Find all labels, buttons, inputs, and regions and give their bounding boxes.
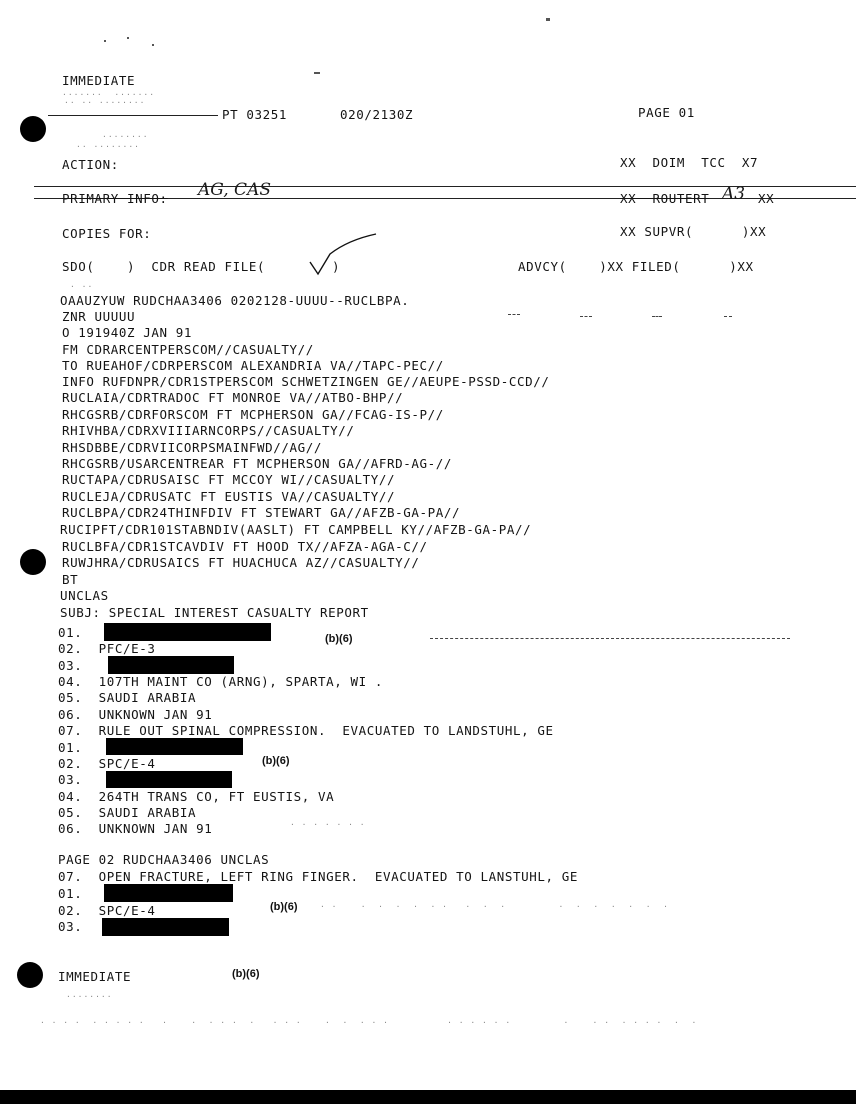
page-number: PAGE 01 <box>638 105 695 120</box>
redaction-box <box>104 623 271 641</box>
advisory-line: ADVCY( )XX FILED( )XX <box>518 259 754 274</box>
report-line: 07. OPEN FRACTURE, LEFT RING FINGER. EVACUATED TO LANSTUHL, GE <box>58 869 579 884</box>
routing-ref: PT 03251 <box>222 107 288 122</box>
primary-handwritten-code: A3 <box>722 184 746 204</box>
report-line: 06. UNKNOWN JAN 91 <box>58 707 213 722</box>
exemption-b6: (b)(6) <box>270 901 298 913</box>
subject-line: SUBJ: SPECIAL INTEREST CASUALTY REPORT <box>60 605 369 620</box>
report-line: 01. <box>58 625 83 640</box>
copies-label: COPIES FOR: <box>62 226 152 241</box>
stamp-smudge: ........ <box>102 130 149 139</box>
report-line: 03. <box>58 919 83 934</box>
sdo-close: ) <box>332 259 341 274</box>
redaction-box <box>102 918 229 936</box>
report-line: 01. <box>58 740 83 755</box>
smudge: . . . . . . . . . . . . . . . . . . . . . . . . . . . . . . . . . . . . . . <box>40 1016 698 1025</box>
punch-hole-middle <box>20 549 46 575</box>
message-line: RHCGSRB/CDRFORSCOM FT MCPHERSON GA//FCAG-IS-P// <box>62 407 444 422</box>
action-label: ACTION: <box>62 157 119 172</box>
message-line: RHIVHBA/CDRXVIIIARNCORPS//CASUALTY// <box>62 423 355 438</box>
redaction-box <box>106 771 232 788</box>
copies-codes: XX SUPVR( )XX <box>620 224 767 239</box>
report-line: 03. <box>58 658 83 673</box>
message-line: UNCLAS <box>60 588 109 603</box>
message-line: O 191940Z JAN 91 <box>62 325 193 340</box>
primary-codes: XX ROUTERT <box>620 191 710 206</box>
primary-codes-tail: XX <box>758 191 775 206</box>
precedence-bottom: IMMEDIATE <box>58 969 132 984</box>
routing-smudge: ....... ....... <box>62 88 156 97</box>
message-line: RUCLAIA/CDRTRADOC FT MONROE VA//ATBO-BHP// <box>62 390 404 405</box>
message-line: RUCTAPA/CDRUSAISC FT MCCOY WI//CASUALTY// <box>62 472 396 487</box>
smudge: . . . . . . . <box>290 818 366 827</box>
report-line: 06. UNKNOWN JAN 91 <box>58 821 213 836</box>
exemption-b6: (b)(6) <box>262 755 290 767</box>
speck <box>546 18 550 21</box>
report-line: 02. SPC/E-4 <box>58 903 156 918</box>
dash-mark <box>508 314 520 315</box>
speck <box>314 72 320 74</box>
report-line: 05. SAUDI ARABIA <box>58 805 197 820</box>
message-line: FM CDRARCENTPERSCOM//CASUALTY// <box>62 342 314 357</box>
redaction-box <box>108 656 234 674</box>
message-line: ZNR UUUUU <box>62 309 136 324</box>
redaction-dash-line <box>430 638 790 639</box>
header-rule <box>48 115 218 116</box>
report-line: 04. 107TH MAINT CO (ARNG), SPARTA, WI . <box>58 674 384 689</box>
dash-mark <box>724 316 732 317</box>
message-line: OAAUZYUW RUDCHAA3406 0202128-UUUU--RUCLBPA. <box>60 293 410 308</box>
sdo-line: SDO( ) CDR READ FILE( <box>62 259 266 274</box>
primary-info-label: PRIMARY INFO: <box>62 191 168 206</box>
checkmark-icon <box>308 232 380 278</box>
redaction-box <box>104 884 233 902</box>
message-line: RUCLBPA/CDR24THINFDIV FT STEWART GA//AFZB-GA-PA// <box>62 505 461 520</box>
stamp-smudge: .. ........ <box>76 140 140 149</box>
speck <box>127 37 129 39</box>
report-line: 02. SPC/E-4 <box>58 756 156 771</box>
message-line: RUWJHRA/CDRUSAICS FT HUACHUCA AZ//CASUALTY// <box>62 555 420 570</box>
redaction-box <box>106 738 243 755</box>
precedence-top: IMMEDIATE <box>62 73 136 88</box>
punch-hole-bottom <box>17 962 43 988</box>
dash-mark <box>652 316 662 317</box>
report-line: 02. PFC/E-3 <box>58 641 156 656</box>
smudge: . . . . . . . . . . . . . . . . . . <box>320 900 669 909</box>
smudge: . .. <box>70 280 94 289</box>
speck <box>152 44 154 46</box>
report-line: 05. SAUDI ARABIA <box>58 690 197 705</box>
routing-smudge: .. .. ........ <box>64 96 146 105</box>
speck <box>104 40 106 42</box>
action-codes: XX DOIM TCC X7 <box>620 155 759 170</box>
dash-mark <box>580 316 592 317</box>
report-line: 03. <box>58 772 83 787</box>
message-line: RUCIPFT/CDR101STABNDIV(AASLT) FT CAMPBELL KY//AFZB-GA-PA// <box>60 522 532 537</box>
date-time-group: 020/2130Z <box>340 107 414 122</box>
smudge: ........ <box>66 990 113 999</box>
exemption-b6: (b)(6) <box>232 968 260 980</box>
message-line: INFO RUFDNPR/CDR1STPERSCOM SCHWETZINGEN GE//AEUPE-PSSD-CCD// <box>62 374 550 389</box>
page-2-header: PAGE 02 RUDCHAA3406 UNCLAS <box>58 852 270 867</box>
message-line: RHCGSRB/USARCENTREAR FT MCPHERSON GA//AFRD-AG-// <box>62 456 453 471</box>
exemption-b6: (b)(6) <box>325 633 353 645</box>
report-line: 01. <box>58 886 83 901</box>
report-line: 07. RULE OUT SPINAL COMPRESSION. EVACUATED TO LANDSTUHL, GE <box>58 723 554 738</box>
report-line: 04. 264TH TRANS CO, FT EUSTIS, VA <box>58 789 335 804</box>
message-line: RUCLEJA/CDRUSATC FT EUSTIS VA//CASUALTY// <box>62 489 396 504</box>
message-line: RHSDBBE/CDRVIICORPSMAINFWD//AG// <box>62 440 323 455</box>
message-line: RUCLBFA/CDR1STCAVDIV FT HOOD TX//AFZA-AGA-C// <box>62 539 428 554</box>
scan-edge-bar <box>0 1090 856 1104</box>
punch-hole-top <box>20 116 46 142</box>
message-line: TO RUEAHOF/CDRPERSCOM ALEXANDRIA VA//TAPC-PEC// <box>62 358 444 373</box>
primary-info-handwritten: AG, CAS <box>198 180 271 200</box>
message-line: BT <box>62 572 79 587</box>
